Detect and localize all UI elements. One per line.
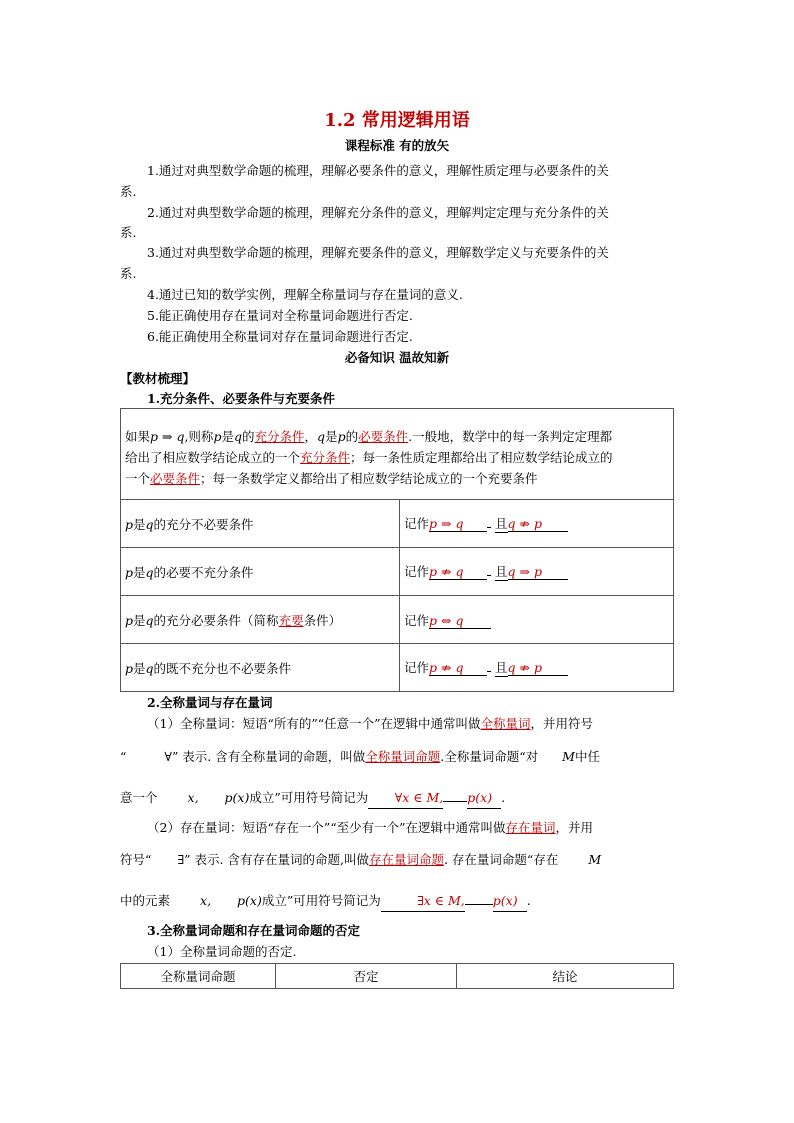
existential-line2: 符号“ ∃” 表示. 含有存在量词的命题,叫做存在量词命题. 存在量词命题“存在 M [120,852,602,867]
curriculum-item-5: 5.能正确使用存在量词对全称量词命题进行否定. [147,308,413,323]
curriculum-item-1: 1.通过对典型数学命题的梳理，理解必要条件的意义，理解性质定理与必要条件的关 [147,163,609,178]
row-notation: 记作p ⇏ q 且q ⇏ p [400,644,674,692]
universal-line3: 意一个 x, p(x)成立”可用符号简记为 ∀x ∈ M, p(x) . [120,787,505,809]
table-row [121,964,674,989]
page-title: 1.2 常用逻辑用语 [324,110,470,131]
textbook-label: 【教材梳理】 [120,371,196,386]
answer-existential-quantifier: 存在量词 [505,820,556,835]
forall-symbol: ∀ [164,749,172,764]
section3-heading: 3.全称量词命题和存在量词命题的否定 [147,923,361,938]
table-row [121,500,674,548]
answer-px-2: p(x) [493,890,527,912]
universal-line1: （1）全称量词：短语“所有的”“任意一个”在逻辑中通常叫做全称量词，并用符号 [147,716,594,731]
conditions-table [120,408,674,692]
row-notation: 记作p ⇔ q [400,596,674,644]
exists-symbol: ∃ [177,852,185,867]
answer-necessary-2: 必要条件 [150,470,201,486]
curriculum-heading: 课程标准 有的放矢 [344,138,450,153]
universal-line2: “ ∀” 表示. 含有全称量词的命题，叫做全称量词命题.全称量词命题“对 M中任 [120,749,600,764]
negation-table [120,963,674,989]
curriculum-item-4: 4.通过已知的数学实例，理解全称量词与存在量词的意义. [147,287,463,302]
row-condition: p是q的充分不必要条件 [121,500,400,548]
row-condition: p是q的必要不充分条件 [121,548,400,596]
answer-exists: ∃x ∈ M, [381,890,465,912]
answer-forall: ∀x ∈ M, [368,787,443,809]
curriculum-item-2: 2.通过对典型数学命题的梳理，理解充分条件的意义，理解判定定理与充分条件的关 [147,205,609,220]
curriculum-item-1-cont: 系. [120,184,137,199]
table-row [121,644,674,692]
row-notation: 记作p ⇒ q 且q ⇏ p [400,500,674,548]
answer-necessary: 必要条件 [358,428,409,444]
answer-universal-proposition: 全称量词命题 [365,749,441,764]
row-condition: p是q的既不充分也不必要条件 [121,644,400,692]
curriculum-item-6: 6.能正确使用全称量词对存在量词命题进行否定. [147,329,413,344]
answer-sufficient: 充分条件 [254,428,305,444]
section3-sub: （1）全称量词命题的否定. [147,944,297,959]
row-notation: 记作p ⇏ q 且q ⇒ p [400,548,674,596]
header-universal-proposition: 全称量词命题 [121,964,276,989]
section1-heading: 1.充分条件、必要条件与充要条件 [147,391,336,406]
curriculum-item-2-cont: 系. [120,225,137,240]
intro-cell: 如果p ⇒ q,则称p是q的充分条件，q是p的必要条件.一般地，数学中的每一条判定定理都 给出了相应数学结论成立的一个充分条件；每一条性质定理都给出了相应数学结论成立的 一个必要条件；每一条数学定义都给出了相应数学结论成立的一个充要条件 [121,409,674,500]
row-condition: p是q的充分必要条件（简称充要条件） [121,596,400,644]
answer-existential-proposition: 存在量词命题 [368,852,444,867]
header-conclusion: 结论 [457,964,674,989]
answer-px: p(x) [467,787,501,809]
answer-universal-quantifier: 全称量词 [480,716,531,731]
existential-line1: （2）存在量词：短语“存在一个”“至少有一个”在逻辑中通常叫做存在量词，并用 [147,820,594,835]
answer-sufficient-2: 充分条件 [300,449,351,465]
curriculum-item-3: 3.通过对典型数学命题的梳理，理解充要条件的意义，理解数学定义与充要条件的关 [147,245,609,260]
knowledge-heading: 必备知识 温故知新 [344,350,450,365]
table-row [121,548,674,596]
existential-line3: 中的元素 x, p(x)成立”可用符号简记为 ∃x ∈ M, p(x) . [120,890,531,912]
answer-iff: 充要 [278,612,304,628]
curriculum-item-3-cont: 系. [120,266,137,281]
table-row [121,409,674,500]
section2-heading: 2.全称量词与存在量词 [147,695,273,710]
header-negation: 否定 [276,964,457,989]
table-row [121,596,674,644]
